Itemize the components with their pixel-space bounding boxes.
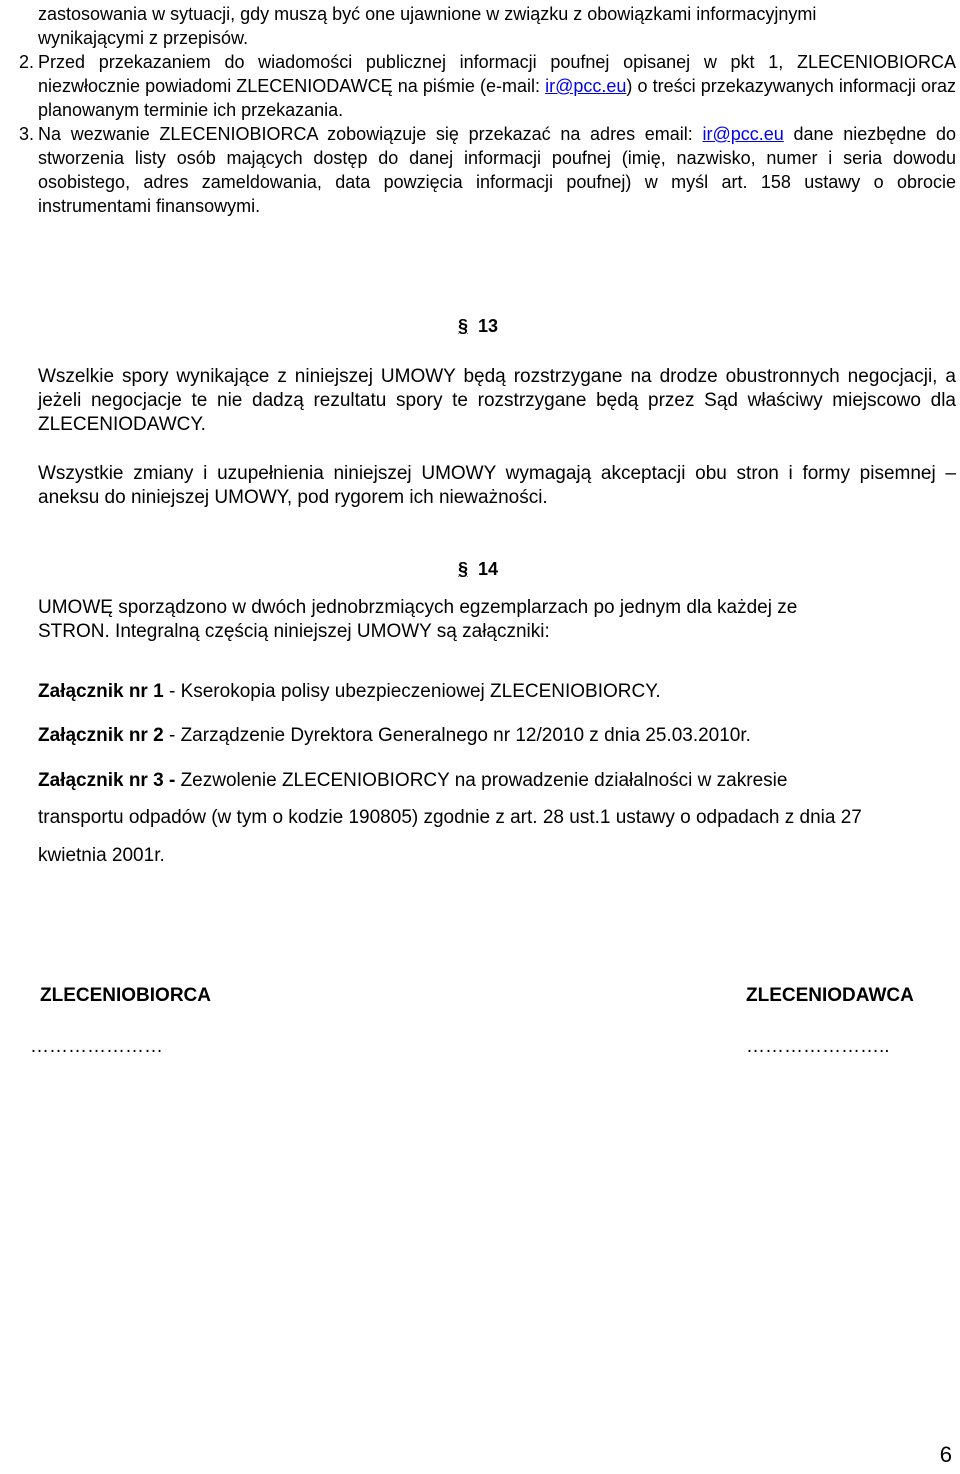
list-item-3 [18, 122, 956, 218]
signature-right-line: ………………….. [746, 1036, 890, 1057]
section-symbol: § [458, 559, 469, 579]
attachment-3-line-2: transportu odpadów (w tym o kodzie 190805) zgodnie z art. 28 ust.1 ustawy o odpadach z dnia 27 [38, 807, 862, 828]
attachment-2 [38, 724, 956, 748]
section-14-intro-line-1: UMOWĘ sporządzono w dwóch jednobrzmiących egzemplarzach po jednym dla każdej ze [38, 597, 798, 618]
attachment-3 [38, 769, 956, 793]
list-item-2-text-after: ) o treści przekazywanych informacji oraz planowanym terminie ich przekazania. [38, 76, 956, 120]
attachment-label: Załącznik nr 3 [38, 770, 164, 791]
email-link[interactable]: ir@pcc.eu [702, 124, 784, 144]
attachment-separator: - [163, 681, 181, 702]
list-item-2 [18, 50, 956, 122]
attachment-text: Zarządzenie Dyrektora Generalnego nr 12/2010 z dnia 25.03.2010r. [180, 725, 751, 746]
list-item-2-number: 2. [18, 52, 34, 72]
section-number: 14 [478, 559, 499, 579]
section-13-paragraph-1: Wszelkie spory wynikające z niniejszej UMOWY będą rozstrzygane na drodze obustronnych negocjacji, a jeżeli negocjacje te nie dadzą rezultatu spory te rozstrzygane będą przez Sąd właściwy miejscowo dla ZLECENIODAWCY. [38, 366, 956, 435]
list-item-3-text [38, 122, 956, 218]
attachment-1 [38, 680, 956, 704]
signature-left-title: ZLECENIOBIORCA [40, 985, 211, 1006]
email-link[interactable]: ir@pcc.eu [545, 76, 627, 96]
signature-left-line: ………………… [30, 1036, 163, 1057]
attachment-label: Załącznik nr 2 [38, 725, 164, 746]
attachment-text: Zezwolenie ZLECENIOBIORCY na prowadzenie działalności w zakresie [180, 770, 788, 791]
section-13-paragraph-2: Wszystkie zmiany i uzupełnienia niniejszej UMOWY wymagają akceptacji obu stron i formy pisemnej – aneksu do niniejszej UMOWY, pod rygorem ich nieważności. [38, 463, 956, 508]
page-number: 6 [939, 1442, 952, 1467]
attachment-label: Załącznik nr 1 [38, 681, 164, 702]
attachment-text: Kserokopia polisy ubezpieczeniowej ZLECENIOBIORCY. [180, 681, 661, 702]
list-item-1-line-2: wynikającymi z przepisów. [38, 28, 249, 48]
attachment-separator: - [163, 770, 181, 791]
section-number: 13 [478, 316, 499, 336]
attachment-separator: - [163, 725, 181, 746]
signature-right-title: ZLECENIODAWCA [746, 985, 914, 1006]
section-13-heading [458, 316, 498, 337]
list-item-3-text-before: Na wezwanie ZLECENIOBIORCA zobowiązuje się przekazać na adres email: [38, 124, 703, 144]
list-item-3-number: 3. [18, 124, 34, 144]
attachment-3-line-3: kwietnia 2001r. [38, 845, 165, 866]
section-14-intro-line-2: STRON. Integralną częścią niniejszej UMOWY są załączniki: [38, 621, 550, 642]
section-symbol: § [458, 316, 469, 336]
list-item-2-text-before: Przed przekazaniem do wiadomości publicznej informacji poufnej opisanej w pkt 1, ZLECENIOBIORCA niezwłocznie powiadomi ZLECENIODAWCĘ na piśmie (e-mail: [38, 52, 956, 96]
list-item-1-line-1: zastosowania w sytuacji, gdy muszą być one ujawnione w związku z obowiązkami informacyjnymi [38, 4, 817, 24]
list-item-2-text [38, 50, 956, 122]
list-item-1-continuation [38, 2, 956, 50]
list-item-3-text-after: dane niezbędne do stworzenia listy osób mających dostęp do danej informacji poufnej (imię, nazwisko, numer i seria dowodu osobistego, adres zameldowania, data powzięcia informacji poufnej) w myśl art. 158 ustawy o obrocie instrumentami finansowymi. [38, 124, 956, 216]
section-14-heading [458, 559, 498, 580]
